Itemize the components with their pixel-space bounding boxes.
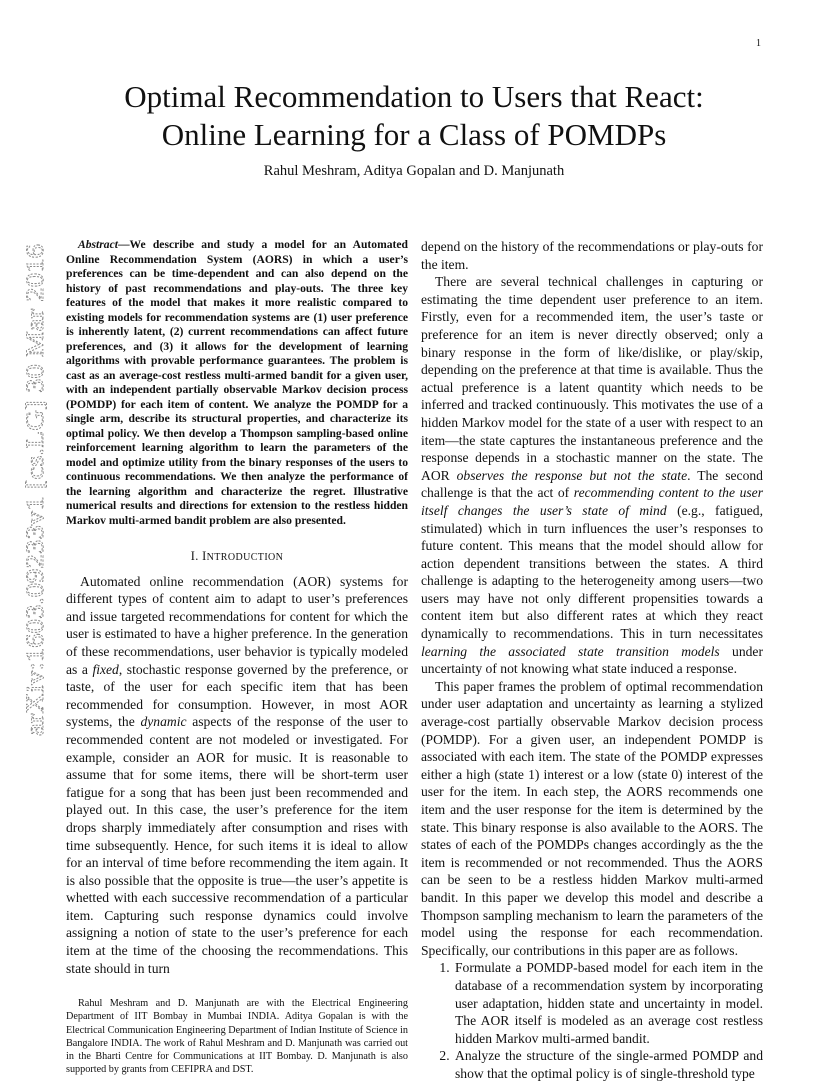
intro-p2-c: . The second challenge is that the act of [421, 467, 763, 501]
paper-title [0, 78, 828, 154]
intro-p2-emph-recommending: recommending content to the user itself changes the user’s state of mind [421, 485, 763, 518]
intro-p1-emph-fixed: fixed [92, 661, 119, 677]
intro-paragraph-3: This paper frames the problem of optimal recommendation under user adaptation and uncertainty as learning a stylized average-cost partially observable Markov decision process (POMDP). For a given user, an independent POMDP is associated with each item. The state of the POMDP expresses either a high (state 1) interest or a low (state 0) interest of the user for the item. In each step, the AORS recommends one item and the user response for the item is determined by the state. This binary response is also available to the AORS. The states of each of the POMDPs changes accordingly as the the item is recommended or not recommended. Thus the AORS can be seen to be a restless hidden Markov multi-armed bandit. In this paper we develop this model and describe a Thompson sampling mechanism to learn the parameters of the model using the response for each recommendation. Specifically, our contributions in this paper are as follows. [421, 678, 763, 958]
contribution-item: 2. Analyze the structure of the single-armed POMDP and show that the optimal policy is of single-threshold type [453, 1047, 763, 1082]
intro-p2-emph-learning: learning the associated state transition models [421, 643, 720, 659]
intro-p1-a: Automated online recommendation (AOR) systems for different types of content aim to adapt to user’s preferences and issue targeted recommendations for content for which the user is estimated to have a higher preference. In the generation of these recommendations, user behavior is typically modeled as a [66, 573, 408, 677]
footnote: Rahul Meshram and D. Manjunath are with the Electrical Engineering Department of IIT Bombay in Mumbai INDIA. Aditya Gopalan is with the Electrical Communication Engineering Department of Indian Institute of Science in Bangalore INDIA. The work of Rahul Meshram and D. Manjunath was carried out in the Bharti Centre for Communications at IIT Bombay. D. Manjunath is also supported by grants from CEFIPRA and DST. [66, 998, 408, 1076]
right-column [421, 238, 763, 1083]
section-heading [66, 548, 408, 567]
intro-p2-g: under uncertainty of not knowing what state induced a response. [421, 643, 763, 677]
intro-paragraph-2 [421, 273, 763, 678]
author-list: Rahul Meshram, Aditya Gopalan and D. Manjunath [263, 163, 565, 179]
section-numeral: I. [190, 549, 199, 563]
section-title [202, 549, 283, 563]
abstract-lead: Abstract [78, 238, 118, 251]
contributions-list [421, 959, 763, 1082]
arxiv-stamp-text: arXiv:1603.09233v1 [cs.LG] 30 Mar 2016 [20, 301, 49, 736]
arxiv-stamp [3, 240, 53, 740]
intro-p1-emph-dynamic: dynamic [140, 714, 187, 730]
contribution-item: 1. Formulate a POMDP-based model for each item in the database of a recommendation system by incorporating user adaptation, hidden state and uncertainty in model. The AOR itself is modeled as an average cost restless hidden Markov multi-armed bandit. [453, 959, 763, 1047]
arxiv-stamp-graphic [3, 240, 53, 740]
intro-p2-emph-observes: observes the response but not the state [456, 467, 688, 483]
title-line-2: Online Learning for a Class of POMDPs [161, 117, 667, 152]
page-number: 1 [756, 38, 761, 49]
intro-paragraph-1-continued: depend on the history of the recommendations or play-outs for the item. [421, 239, 763, 272]
intro-p2-e: (e.g., fatigued, stimulated) which in turn influences the user’s responses to future content. This means that the model should allow for action dependent transitions between the states. A third challenge is adapting to the heterogeneity among users—two users may have not only different propensities towards a content item but also different rates at which they react dynamically to recommendations. This in turn necessitates [421, 502, 763, 642]
abstract [66, 238, 408, 528]
intro-paragraph-1 [66, 573, 408, 978]
intro-p1-e: aspects of the response of the user to recommended content are not modeled or investigated. For example, consider an AOR for music. It is reasonable to assume that for some items, there will be short-term user fatigue for a song that has been just been recommended and played out. In this case, the user’s preference for the item drops sharply immediately after consumption and rises with time subsequently. Hence, for such items it is ideal to allow for an interval of time before recommending the item again. It is also possible that the opposite is true—the user’s appetite is whetted with each successive recommendation of a particular item. Capturing such response dynamics could involve assigning a notion of state to the user’s preference for each item at the time of the choosing the recommendations. This state should in turn [66, 714, 408, 976]
abstract-body: —We describe and study a model for an Automated Online Recommendation System (AORS) in which a user’s preferences can be time-dependent and can also depend on the history of past recommendations and play-outs. The three key features of the model that makes it more realistic compared to existing models for recommendation systems are (1) user preference is inherently latent, (2) current recommendations can affect future preferences, and (3) it allows for the development of learning algorithms with provable performance guarantees. The problem is cast as an average-cost restless multi-armed bandit for a given user, with an independent partially observable Markov decision process (POMDP) for each item of content. We analyze the POMDP for a single arm, describe its structural properties, and characterize its optimal policy. We then develop a Thompson sampling-based online reinforcement learning algorithm to learn the parameters of the model and optimize utility from the binary responses of the users to continuous recommendations. We then analyze the performance of the learning algorithm and characterize the regret. Illustrative numerical results and directions for extension to the restless hidden Markov multi-armed bandit problem are also presented. [66, 238, 408, 527]
intro-p2-a: There are several technical challenges in capturing or estimating the time dependent user preference to an item. Firstly, even for a recommended item, the user’s taste or preference for an item is never directly observed; only a binary response in the form of like/dislike, or play/skip, depending on the preference at that time is available. Thus the actual preference is a latent quantity which needs to be inferred and tracked continuously. This motivates the use of a hidden Markov model for the state of a user with respect to an item—the state captures the instantaneous preference and the response depends in a stochastic manner on the state. The AOR [421, 274, 763, 483]
left-column [66, 238, 408, 1076]
intro-p1-c: , stochastic response governed by the preference, or taste, of the user for each specific item that has been recommended for consumption. However, in most AOR systems, the [66, 661, 409, 730]
section-title-rest: NTRODUCTION [206, 552, 284, 563]
section-title-first-letter: I [202, 549, 207, 563]
title-line-1: Optimal Recommendation to Users that React: [124, 79, 704, 114]
